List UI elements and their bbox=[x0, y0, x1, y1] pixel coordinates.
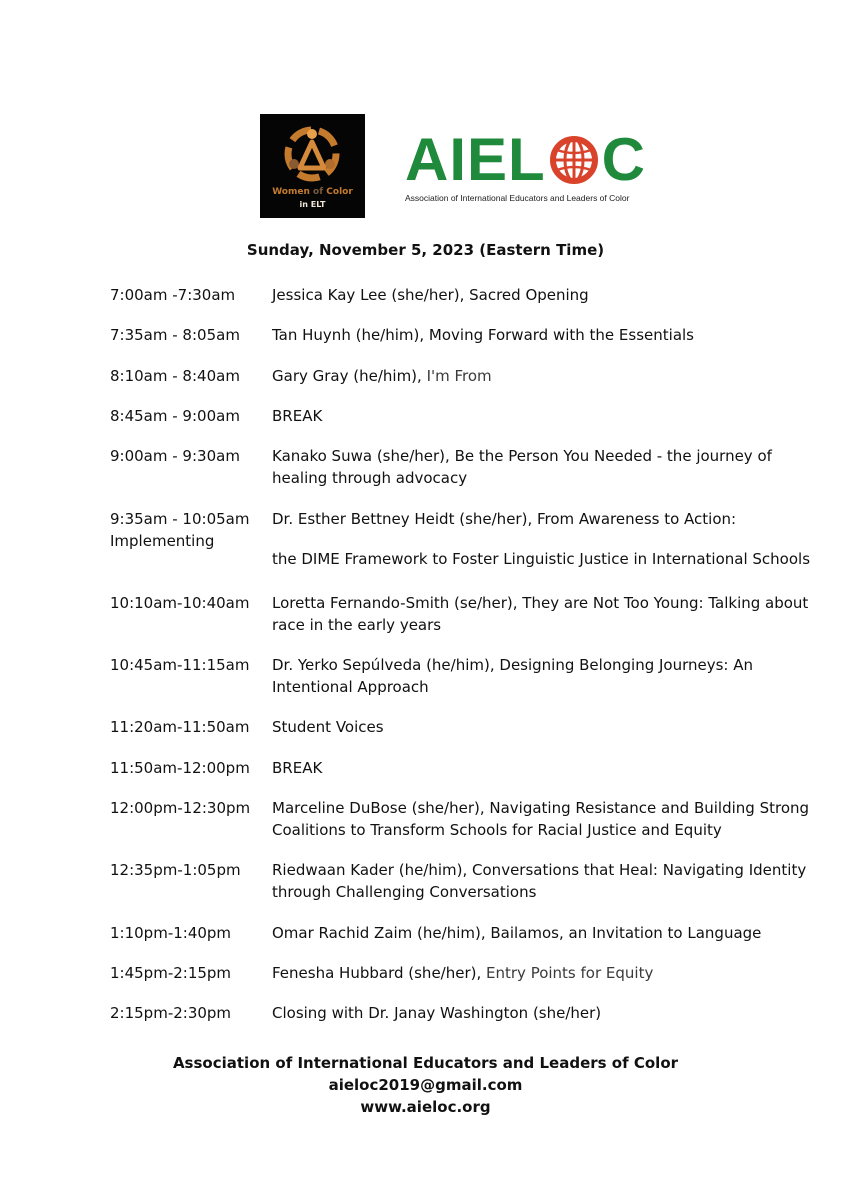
session-time: 1:45pm-2:15pm bbox=[110, 964, 232, 982]
aieloc-wordmark-pre: AIEL bbox=[405, 126, 546, 193]
session-title: Omar Rachid Zaim (he/him), Bailamos, an Invitation to Language bbox=[272, 924, 762, 942]
session-title: Dr. Yerko Sepúlveda (he/him), Designing Belonging Journeys: An Intentional Approach bbox=[272, 656, 754, 696]
aieloc-wordmark bbox=[405, 128, 646, 192]
session-time: 8:10am - 8:40am bbox=[110, 367, 240, 385]
session-title: Jessica Kay Lee (she/her), Sacred Opening bbox=[272, 286, 589, 304]
session-title: Dr. Esther Bettney Heidt (she/her), From Awareness to Action: the DIME Framework to Foster Linguistic Justice in International Schools bbox=[272, 510, 811, 568]
women-of-color-in-elt-logo bbox=[260, 114, 365, 218]
footer-website: www.aieloc.org bbox=[360, 1098, 491, 1116]
session-title: BREAK bbox=[272, 759, 323, 777]
session-title: Kanako Suwa (she/her), Be the Person You Needed - the journey of healing through advocacy bbox=[272, 447, 772, 487]
aieloc-subtitle: Association of International Educators and Leaders of Color bbox=[405, 193, 630, 203]
session-time: 9:35am - 10:05am Implementing bbox=[110, 510, 250, 550]
session-title: Gary Gray (he/him), I'm From bbox=[272, 367, 492, 385]
session-title: Riedwaan Kader (he/him), Conversations that Heal: Navigating Identity through Challenging Conversations bbox=[272, 861, 807, 901]
session-title: Fenesha Hubbard (she/her), Entry Points for Equity bbox=[272, 964, 654, 982]
session-title: Loretta Fernando-Smith (se/her), They are Not Too Young: Talking about race in the early years bbox=[272, 594, 809, 634]
session-time: 10:10am-10:40am bbox=[110, 594, 250, 612]
session-time: 7:00am -7:30am bbox=[110, 286, 236, 304]
session-title: Student Voices bbox=[272, 718, 384, 736]
session-time: 9:00am - 9:30am bbox=[110, 447, 240, 465]
session-time: 11:20am-11:50am bbox=[110, 718, 250, 736]
page-title: Sunday, November 5, 2023 (Eastern Time) bbox=[246, 241, 605, 259]
session-time: 2:15pm-2:30pm bbox=[110, 1004, 232, 1022]
session-time: 8:45am - 9:00am bbox=[110, 407, 240, 425]
session-title: Marceline DuBose (she/her), Navigating Resistance and Building Strong Coalitions to Transform Schools for Racial Justice and Equity bbox=[272, 799, 810, 839]
footer-email: aieloc2019@gmail.com bbox=[328, 1076, 523, 1094]
session-time: 1:10pm-1:40pm bbox=[110, 924, 232, 942]
session-title: BREAK bbox=[272, 407, 323, 425]
session-time: 11:50am-12:00pm bbox=[110, 759, 250, 777]
globe-icon bbox=[548, 134, 600, 186]
session-title: Closing with Dr. Janay Washington (she/her) bbox=[272, 1004, 602, 1022]
footer-org: Association of International Educators and Leaders of Color bbox=[172, 1054, 679, 1072]
woc-logo-line2: in ELT bbox=[299, 200, 326, 209]
woc-emblem-icon bbox=[280, 122, 344, 186]
session-title: Tan Huynh (he/him), Moving Forward with the Essentials bbox=[272, 326, 694, 344]
session-time: 10:45am-11:15am bbox=[110, 656, 250, 674]
aieloc-logo bbox=[405, 128, 680, 208]
logo-bar bbox=[0, 114, 851, 218]
footer bbox=[0, 1052, 851, 1118]
session-time: 7:35am - 8:05am bbox=[110, 326, 240, 344]
aieloc-wordmark-post: C bbox=[601, 126, 647, 193]
session-time: 12:35pm-1:05pm bbox=[110, 861, 241, 879]
woc-logo-line1: Women of Color bbox=[272, 187, 353, 197]
session-time: 12:00pm-12:30pm bbox=[110, 799, 251, 817]
